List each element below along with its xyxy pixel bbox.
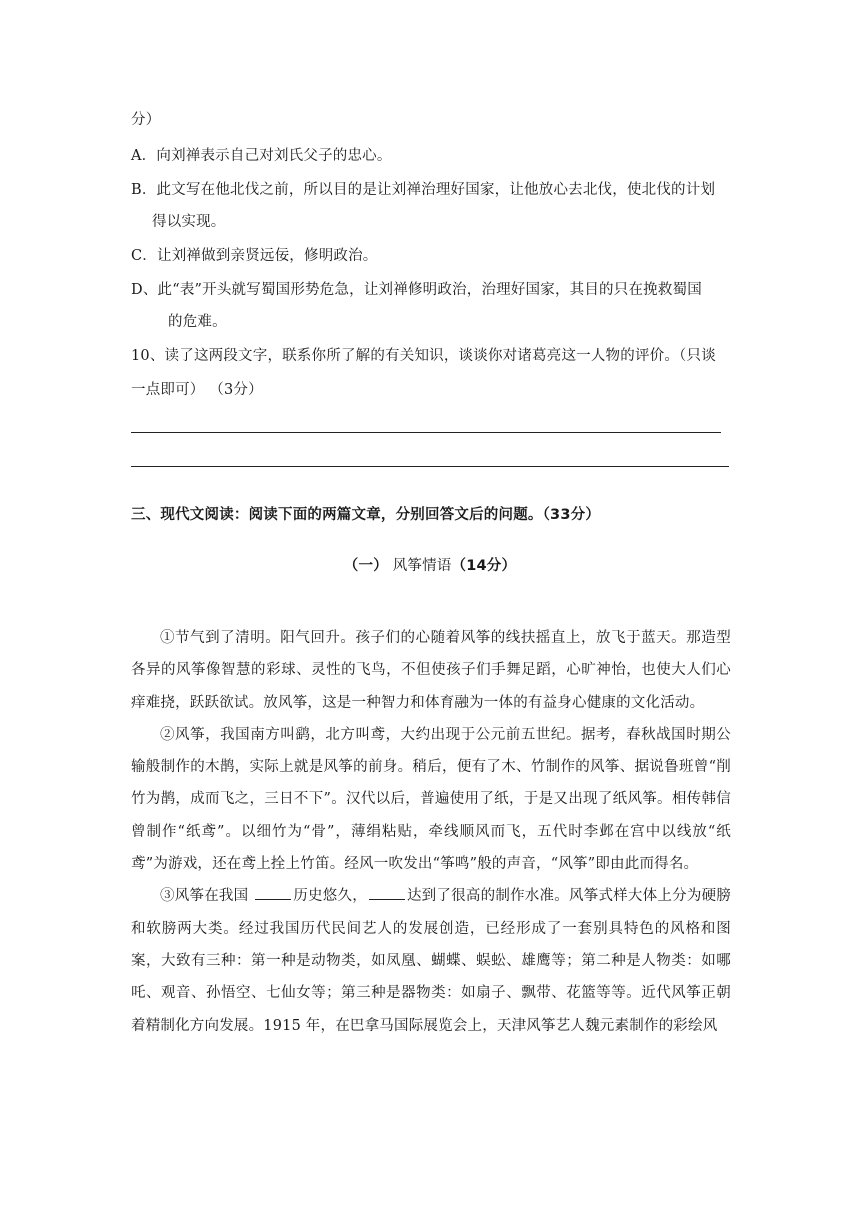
paragraph-3 xyxy=(131,880,731,1041)
paragraph-3-part-a: ③风筝在我国 xyxy=(160,888,254,905)
passage-title-score: （14分） xyxy=(451,558,517,574)
passage-title xyxy=(0,556,860,576)
fill-blank-2[interactable] xyxy=(369,885,405,900)
option-b-line-1: B．此文写在他北伐之前，所以目的是让刘禅治理好国家，让他放心去北伐，使北伐的计划 xyxy=(131,182,716,198)
option-a: A．向刘禅表示自己对刘氏父子的忠心。 xyxy=(131,148,392,164)
answer-line-1[interactable] xyxy=(131,432,721,433)
paragraph-3-part-c: 达到了很高的制作水准。风筝式样大体上分为硬膀和软膀两大类。经过我国历代民间艺人的发展创造，已经形成了一套别具特色的风格和图案，大致有三种：第一种是动物类，如凤凰、蝴蝶、蜈蚣、雄鹰等；第二种是人物类：如哪吒、观音、孙悟空、七仙女等；第三种是器物类：如扇子、飘带、花篮等等。近代风筝正朝着精制化方向发展。1915 年，在巴拿马国际展览会上，天津风筝艺人魏元素制作的彩绘风 xyxy=(131,888,731,1034)
paragraph-3-part-b: 历史悠久， xyxy=(293,888,367,905)
option-d-line-2: 的危难。 xyxy=(168,314,227,330)
passage-body xyxy=(131,622,731,1042)
continuation-line: 分） xyxy=(131,112,161,128)
option-b-line-2: 得以实现。 xyxy=(152,214,226,230)
paragraph-2: ②风筝，我国南方叫鹞，北方叫鸢，大约出现于公元前五世纪。据考，春秋战国时期公输般制作的木鹊，实际上就是风筝的前身。稍后，便有了木、竹制作的风筝、据说鲁班曾“削竹为鹊，成而飞之，三日不下”。汉代以后，普遍使用了纸，于是又出现了纸风筝。相传韩信曾制作“纸鸢”。以细竹为“骨”，薄绢粘贴，牵线顺风而飞，五代时李邺在宫中以线放“纸鸢”为游戏，还在鸢上拴上竹笛。经风一吹发出“筝鸣”般的声音，“风筝”即由此而得名。 xyxy=(131,726,731,873)
fill-blank-1[interactable] xyxy=(255,885,291,900)
question-10-line-2: 一点即可） （3分） xyxy=(131,382,263,398)
answer-line-2[interactable] xyxy=(131,466,729,467)
passage-title-text: 风筝情语 xyxy=(387,558,452,574)
option-c: C．让刘禅做到亲贤远佞，修明政治。 xyxy=(131,248,378,264)
section-3-heading: 三、现代文阅读：阅读下面的两篇文章，分别回答文后的问题。（33分） xyxy=(131,507,601,523)
paragraph-1: ①节气到了清明。阳气回升。孩子们的心随着风筝的线扶摇直上，放飞于蓝天。那造型各异的风筝像智慧的彩球、灵性的飞鸟，不但使孩子们手舞足蹈，心旷神怡，也使大人们心痒难挠，跃跃欲试。放风筝，这是一种智力和体育融为一体的有益身心健康的文化活动。 xyxy=(131,630,731,711)
question-10-line-1: 10、读了这两段文字，联系你所了解的有关知识，谈谈你对诸葛亮这一人物的评价。（只谈 xyxy=(131,348,716,364)
passage-title-prefix: （一） xyxy=(343,558,388,574)
option-d-line-1: D、此“表”开头就写蜀国形势危急，让刘禅修明政治，治理好国家，其目的只在挽救蜀国 xyxy=(131,282,702,298)
